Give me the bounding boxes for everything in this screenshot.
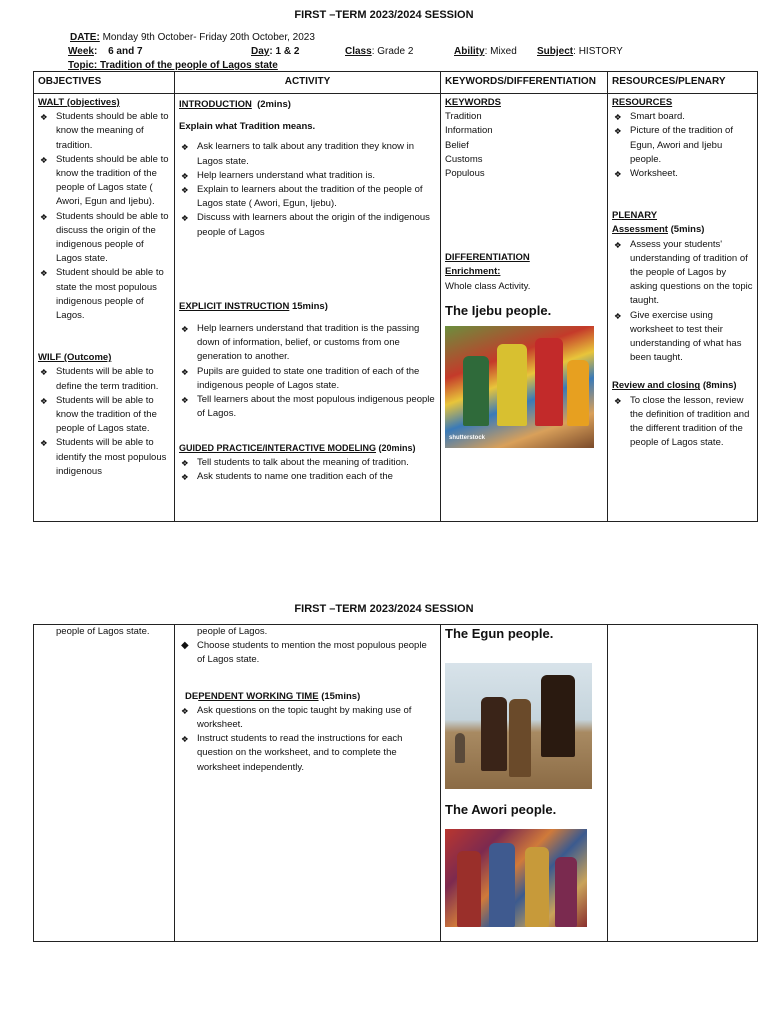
subject-label: Subject bbox=[537, 46, 574, 57]
list-item: ❖ Students should be able to discuss the origin of the indigenous people of Lagos state. bbox=[38, 210, 170, 267]
list-item: ❖ Discuss with learners about the origin of the indigenous people of Lagos bbox=[179, 211, 436, 239]
keyword-item: Belief bbox=[445, 139, 469, 151]
wilf-heading: WILF (Outcome) bbox=[38, 352, 112, 364]
column-header-activity: ACTIVITY bbox=[175, 72, 441, 94]
list-item: ❖ Picture of the tradition of Egun, Awori and Ijebu people. bbox=[612, 124, 753, 167]
ability-field: Ability: Mixed bbox=[454, 46, 517, 57]
objectives-cell bbox=[34, 94, 175, 522]
enrichment-label: Enrichment: bbox=[445, 266, 501, 278]
awori-picture-title: The Awori people. bbox=[445, 802, 557, 818]
list-item: ❖ Help learners understand what tradition is. bbox=[179, 169, 436, 183]
subject-field: Subject: HISTORY bbox=[537, 46, 623, 57]
resources-cell bbox=[608, 94, 758, 522]
day-field: Day: 1 & 2 bbox=[251, 46, 300, 57]
photo-credit: shutterstock bbox=[449, 434, 486, 441]
walt-list bbox=[38, 110, 170, 323]
awori-people-photo bbox=[445, 829, 587, 927]
list-item: ❖ Students should be able to know the meaning of tradition. bbox=[38, 110, 170, 153]
lesson-plan-table-page2 bbox=[33, 624, 758, 942]
review-list bbox=[612, 394, 753, 451]
list-item: ❖ Tell learners about the most populous indigenous people of Lagos. bbox=[179, 393, 436, 421]
list-item: ❖ Students will be able to define the term tradition. bbox=[38, 365, 170, 393]
column-header-resources: RESOURCES/PLENARY bbox=[608, 72, 758, 94]
guided-practice-list bbox=[179, 456, 436, 484]
ijebu-people-photo bbox=[445, 326, 594, 448]
explicit-instruction-heading: EXPLICIT INSTRUCTION 15mins) bbox=[179, 300, 328, 312]
keyword-item: Populous bbox=[445, 168, 485, 180]
resources-list bbox=[612, 110, 753, 181]
keywords-cell bbox=[441, 94, 608, 522]
resources-cell-cont bbox=[608, 625, 758, 942]
walt-heading: WALT (objectives) bbox=[38, 97, 120, 108]
introduction-subheading: Explain what Tradition means. bbox=[179, 121, 316, 133]
objectives-continuation: people of Lagos state. bbox=[56, 626, 150, 637]
activity-continuation: people of Lagos. bbox=[197, 626, 268, 637]
list-item: ❖ Tell students to talk about the meaning of tradition. bbox=[179, 456, 436, 470]
day-label: Day bbox=[251, 46, 270, 57]
dependent-working-list bbox=[179, 704, 436, 775]
date-line bbox=[70, 31, 315, 45]
list-item: ❖ Students should be able to know the tradition of the people of Lagos state ( Awori, Egun and Ijebu). bbox=[38, 153, 170, 210]
keywords-heading: KEYWORDS bbox=[445, 97, 501, 108]
list-item: ❖ Assess your students' understanding of tradition of the people of Lagos by asking questions on the topic taught. bbox=[612, 238, 753, 309]
activity-cell bbox=[175, 94, 441, 522]
page-title: FIRST –TERM 2023/2024 SESSION bbox=[294, 9, 474, 21]
egun-picture-title: The Egun people. bbox=[445, 626, 554, 641]
week-field: Week: 6 and 7 bbox=[68, 46, 143, 57]
list-item: ❖ Students will be able to know the tradition of the people of Lagos state. bbox=[38, 394, 170, 437]
list-item: ❖ Smart board. bbox=[612, 110, 753, 124]
date-label: DATE: bbox=[70, 32, 100, 43]
enrichment-text: Whole class Activity. bbox=[445, 280, 531, 292]
list-item: ❖ Ask questions on the topic taught by making use of worksheet. bbox=[179, 704, 436, 732]
ability-label: Ability bbox=[454, 46, 485, 57]
list-item: ❖ Explain to learners about the tradition of the people of Lagos state ( Awori, Egun, Ijebu). bbox=[179, 183, 436, 211]
list-item: ❖ Worksheet. bbox=[612, 167, 753, 181]
objectives-cell-cont bbox=[34, 625, 175, 942]
keywords-cell-cont bbox=[441, 625, 608, 942]
review-heading: Review and closing (8mins) bbox=[612, 380, 737, 392]
ijebu-picture-title: The Ijebu people. bbox=[445, 302, 552, 318]
list-item: ❖ Help learners understand that tradition is the passing down of information, belief, or customs from one generation to another. bbox=[179, 322, 436, 365]
assessment-heading: Assessment (5mins) bbox=[612, 224, 705, 236]
activity-cell-cont bbox=[175, 625, 441, 942]
column-header-keywords: KEYWORDS/DIFFERENTIATION bbox=[441, 72, 608, 94]
list-item: ❖ Pupils are guided to state one tradition of each of the indigenous people of Lagos state. bbox=[179, 365, 436, 393]
list-item: ❖ To close the lesson, review the definition of tradition and the different tradition of the people of Lagos state. bbox=[612, 394, 753, 451]
ability-value: Mixed bbox=[490, 46, 517, 57]
subject-value: HISTORY bbox=[578, 46, 623, 57]
list-item: ◆ Choose students to mention the most populous people of Lagos state. bbox=[179, 639, 436, 667]
dependent-working-heading: DEPENDENT WORKING TIME (15mins) bbox=[185, 690, 361, 702]
column-header-objectives: OBJECTIVES bbox=[34, 72, 175, 94]
keyword-item: Tradition bbox=[445, 111, 482, 123]
introduction-heading: INTRODUCTION (2mins) bbox=[179, 99, 291, 110]
class-value: Grade 2 bbox=[377, 46, 414, 57]
introduction-list bbox=[179, 140, 436, 239]
list-item: ❖ Student should be able to state the most populous indigenous people of Lagos. bbox=[38, 266, 170, 323]
page-title-2: FIRST –TERM 2023/2024 SESSION bbox=[294, 603, 474, 615]
topic-line: Topic: Tradition of the people of Lagos state bbox=[68, 60, 278, 71]
list-item: ❖ Instruct students to read the instructions for each question on the worksheet, and to complete the worksheet independently. bbox=[179, 732, 436, 775]
plenary-heading: PLENARY bbox=[612, 210, 658, 222]
list-item: ❖ Give exercise using worksheet to test their understanding of what has been taught. bbox=[612, 309, 753, 366]
class-label: Class bbox=[345, 46, 372, 57]
assessment-list bbox=[612, 238, 753, 366]
wilf-list bbox=[38, 365, 170, 479]
list-item: ❖ Ask learners to talk about any tradition they know in Lagos state. bbox=[179, 140, 436, 168]
lesson-plan-table-page1 bbox=[33, 71, 758, 522]
week-label: Week bbox=[68, 46, 94, 57]
keyword-item: Information bbox=[445, 125, 493, 137]
differentiation-heading: DIFFERENTIATION bbox=[445, 252, 530, 264]
resources-heading: RESOURCES bbox=[612, 97, 673, 108]
egun-people-photo bbox=[445, 663, 592, 789]
week-value: 6 and 7 bbox=[108, 46, 143, 57]
class-field: Class: Grade 2 bbox=[345, 46, 414, 57]
list-item: ❖ Ask students to name one tradition each of the bbox=[179, 470, 436, 484]
day-value: 1 & 2 bbox=[275, 46, 300, 57]
explicit-instruction-list bbox=[179, 322, 436, 421]
keyword-item: Customs bbox=[445, 153, 483, 165]
guided-practice-heading: GUIDED PRACTICE/INTERACTIVE MODELING (20mins) bbox=[179, 443, 416, 454]
date-value: Monday 9th October- Friday 20th October, 2023 bbox=[102, 32, 315, 43]
list-item: ❖ Students will be able to identify the most populous indigenous bbox=[38, 436, 170, 479]
guided-practice-list-cont bbox=[179, 639, 436, 667]
